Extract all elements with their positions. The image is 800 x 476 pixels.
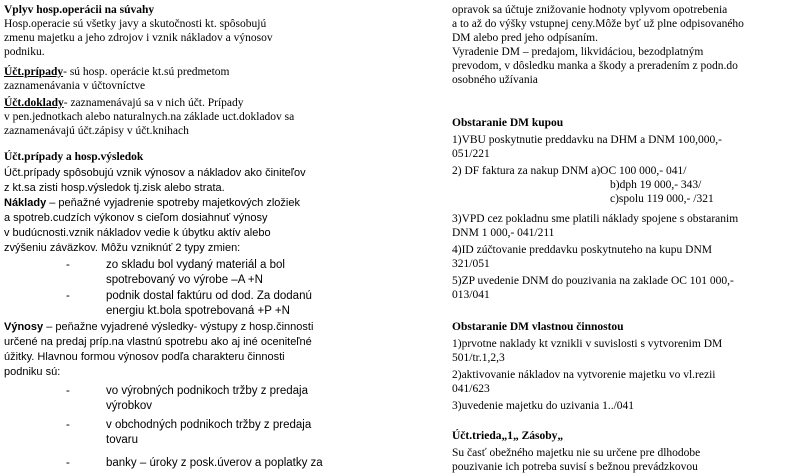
text-line: pouzivanie ich potreba suvisí s bežnou prevádzkovou xyxy=(452,461,698,473)
term-naklady: Náklady xyxy=(4,197,47,209)
list-item: energiu kt.bola spotrebovaná +P +N xyxy=(106,305,290,317)
text-line xyxy=(4,320,313,334)
heading-obstaranie-kupou: Obstaranie DM kupou xyxy=(452,117,564,129)
text-line: z kt.sa zisti hosp.výsledok tj.zisk alebo strata. xyxy=(4,182,225,194)
list-item: podnik dostal faktúru od dod. Za dodanú xyxy=(106,290,312,302)
text-line: 041/623 xyxy=(452,383,490,395)
list-item: zo skladu bol vydaný materiál a bol xyxy=(106,259,285,271)
bullet-dash: - xyxy=(66,457,70,469)
list-item: vo výrobných podnikoch tržby z predaja xyxy=(106,385,308,397)
text-line: 1)VBU poskytnutie preddavku na DHM a DNM 100,000,- xyxy=(452,134,722,146)
list-item: spotrebovaný vo výrobe –A +N xyxy=(106,274,263,286)
text-line: úžitky. Hlavnou formou výnosov podľa charakteru činnosti xyxy=(4,351,285,363)
text-line: DNM 1 000,- 041/211 xyxy=(452,227,555,239)
text-line: zmenu majetku a jeho zdrojov i vznik nákladov a výnosov xyxy=(4,32,273,44)
text-line: zaznamenávajú účt.zápisy v účt.knihach xyxy=(4,125,189,137)
text-line xyxy=(4,196,300,210)
text-line: určené na predaj príp.na vlastnú spotrebu ako aj iné oceniteľné xyxy=(4,336,312,348)
text-line: Su časť obežného majetku nie su určene pre dlhodobe xyxy=(452,447,701,459)
term-uct-doklady: Účt.doklady xyxy=(4,97,64,109)
term-vynosy: Výnosy xyxy=(4,321,44,333)
list-item: v obchodných podnikoch tržby z predaja xyxy=(106,419,312,431)
text-line: 3)VPD cez pokladnu sme platili náklady spojene s obstaranim xyxy=(452,213,739,225)
bullet-dash: - xyxy=(66,290,70,302)
term-uct-pripady: Účt.prípady xyxy=(4,66,64,78)
text-line xyxy=(4,65,230,79)
text-line: 2)aktivovanie nákladov na vytvorenie majetku vo vl.rezii xyxy=(452,369,716,381)
text-line: 013/041 xyxy=(452,289,490,301)
text-line: podniku. xyxy=(4,46,45,58)
definition: – peňažne vyjadrené výsledky- výstupy z hosp.činnosti xyxy=(43,321,314,333)
text-line: DM alebo pred jeho odpísaním. xyxy=(452,32,598,44)
heading-hosp-vysledok: Účt.prípady a hosp.výsledok xyxy=(4,151,144,163)
text-line: 1)prvotne naklady kt vznikli v suvislosti s vytvorenim DM xyxy=(452,338,723,350)
text-line: 321/051 xyxy=(452,258,490,270)
text-line: 4)ID zúčtovanie preddavku poskytnuteho na kupu DNM xyxy=(452,244,712,256)
text-line: 5)ZP uvedenie DNM do pouzivania na zaklade OC 101 000,- xyxy=(452,275,734,287)
text-line: v pen.jednotkach alebo naturalnych.na základe uct.dokladov sa xyxy=(4,111,295,123)
text-line: zaznamenávania v účtovníctve xyxy=(4,80,146,92)
text-line: osobného užívania xyxy=(452,74,538,86)
text-line: podniku sú: xyxy=(4,366,61,378)
heading-zasoby: Účt.trieda„1„ Zásoby„ xyxy=(452,430,564,442)
bullet-dash: - xyxy=(66,419,70,431)
text-line: zvýšeniu záväzkov. Môžu vzniknúť 2 typy zmien: xyxy=(4,242,241,254)
definition: – peňažné vyjadrenie spotreby majetkových zložiek xyxy=(46,197,300,209)
definition: - sú hosp. operácie kt.sú predmetom xyxy=(63,66,230,78)
bullet-dash: - xyxy=(66,259,70,271)
text-line: 2) DF faktura za nakup DNM a)OC 100 000,- 041/ xyxy=(452,165,687,177)
list-item: tovaru xyxy=(106,434,138,446)
text-line: 3)uvedenie majetku do uzivania 1../041 xyxy=(452,400,635,412)
heading-obstaranie-vlastnou: Obstaranie DM vlastnou činnostou xyxy=(452,321,624,333)
list-item: banky – úroky z posk.úverov a poplatky za xyxy=(106,457,323,469)
text-line: 051/221 xyxy=(452,148,490,160)
text-line: a to až do výšky vstupnej ceny.Môže byť už plne odpisovaného xyxy=(452,18,744,30)
text-line: Hosp.operacie sú všetky javy a skutočnosti kt. spôsobujú xyxy=(4,18,267,30)
text-line: prevodom, v dôsledku manka a škody a preradením z podn.do xyxy=(452,60,738,72)
definition: - zaznamenávajú sa v nich účt. Prípady xyxy=(63,97,244,109)
text-line xyxy=(4,96,244,110)
text-line: c)spolu 119 000,- /321 xyxy=(610,193,714,205)
text-line: Účt.prípady spôsobujú vznik výnosov a nákladov ako činiteľov xyxy=(4,167,306,179)
text-line: b)dph 19 000,- 343/ xyxy=(610,179,702,191)
bullet-dash: - xyxy=(66,385,70,397)
text-line: 501/tr.1,2,3 xyxy=(452,352,505,364)
text-line: opravok sa účtuje znižovanie hodnoty vplyvom opotrebenia xyxy=(452,4,728,16)
heading-vplyv: Vplyv hosp.operácii na súvahy xyxy=(4,4,155,16)
text-line: Vyradenie DM – predajom, likvidáciou, bezodplatným xyxy=(452,46,704,58)
text-line: a spotreb.cudzích výkonov s cieľom dosiahnuť výnosy xyxy=(4,212,268,224)
text-line: v budúcnosti.vznik nákladov vedie k úbytku aktív alebo xyxy=(4,227,271,239)
list-item: výrobkov xyxy=(106,400,153,412)
